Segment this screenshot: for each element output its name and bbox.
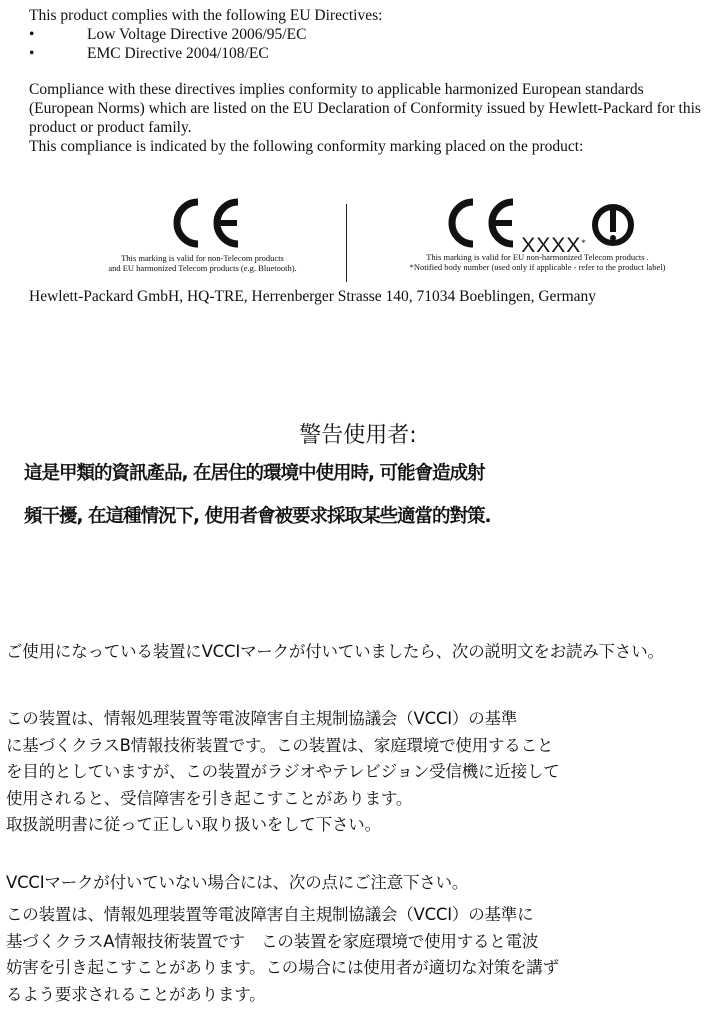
eu-intro: This product complies with the following EU Directives: [29, 7, 383, 24]
hp-address: Hewlett-Packard GmbH, HQ-TRE, Herrenberger Strasse 140, 71034 Boeblingen, Germany [29, 288, 597, 305]
vcci-class-a-notice [6, 902, 706, 1008]
notice-line: 使用されると、受信障害を引き起こすことがあります。 [6, 788, 413, 808]
asterisk: * [581, 238, 586, 248]
taiwan-warning-title: 警告使用者: [299, 423, 417, 448]
directive-item [29, 25, 709, 44]
notice-line: を目的としていますが、この装置がラジオやテレビジョン受信機に近接して [6, 762, 560, 781]
compliance-paragraph: Compliance with these directives implies conformity to applicable harmonized European standards (European Norms) which are listed on the EU Declaration of Conformity issued by Hewlett-Packard for this product or product family. [29, 81, 701, 136]
notice-line: るよう要求されることがあります。 [6, 984, 266, 1004]
mark-note: This marking is valid for non-Telecom products [121, 253, 284, 263]
vcci-no-mark-intro: VCCIマークが付いていない場合には、次の点にご注意下さい。 [6, 873, 469, 892]
ce-mark-icon [439, 198, 517, 248]
divider [346, 204, 347, 282]
bullet: • [29, 45, 35, 62]
notice-line: この装置は、情報処理装置等電波障害自主規制協議会（VCCI）の基準に [6, 905, 534, 924]
mark-note: This marking is valid for EU non-harmonized Telecom products . [426, 252, 649, 262]
alert-class-icon [590, 202, 636, 248]
notice-line: 取扱説明書に従って正しい取り扱いをして下さい。 [6, 815, 381, 834]
conformity-markings [70, 198, 715, 288]
taiwan-warning-line: 頻干擾, 在這種情況下, 使用者會被要求採取某些適當的對策. [24, 506, 491, 527]
bullet: • [29, 26, 35, 43]
directive-text: Low Voltage Directive 2006/95/EC [87, 26, 307, 43]
ce-mark-non-telecom [70, 198, 335, 273]
notified-body-number: XXXX [521, 234, 582, 257]
taiwan-warning-line: 這是甲類的資訊產品, 在居住的環境中使用時, 可能會造成射 [24, 463, 485, 484]
vcci-intro: ご使用になっている装置にVCCIマークが付いていましたら、次の説明文をお読み下さい。 [6, 642, 664, 661]
marking-paragraph: This compliance is indicated by the following conformity marking placed on the product: [29, 138, 584, 155]
directive-item [29, 44, 709, 63]
notice-line: この装置は、情報処理装置等電波障害自主規制協議会（VCCI）の基準 [6, 709, 518, 728]
notice-line: 基づくクラスA情報技術装置です この装置を家庭環境で使用すると電波 [6, 931, 539, 951]
eu-compliance-section [29, 6, 709, 156]
directive-text: EMC Directive 2004/108/EC [87, 45, 269, 62]
mark-note: and EU harmonized Telecom products (e.g. Bluetooth). [108, 263, 297, 273]
vcci-class-b-notice [6, 706, 706, 839]
mark-note: *Notified body number (used only if applicable - refer to the product label) [409, 262, 666, 272]
ce-mark-telecom [360, 198, 715, 272]
notice-line: 妨害を引き起こすことがあります。この場合には使用者が適切な対策を講ず [6, 958, 559, 977]
notice-line: に基づくクラスB情報技術装置です。この装置は、家庭環境で使用すること [6, 735, 554, 755]
ce-mark-icon [164, 198, 242, 248]
